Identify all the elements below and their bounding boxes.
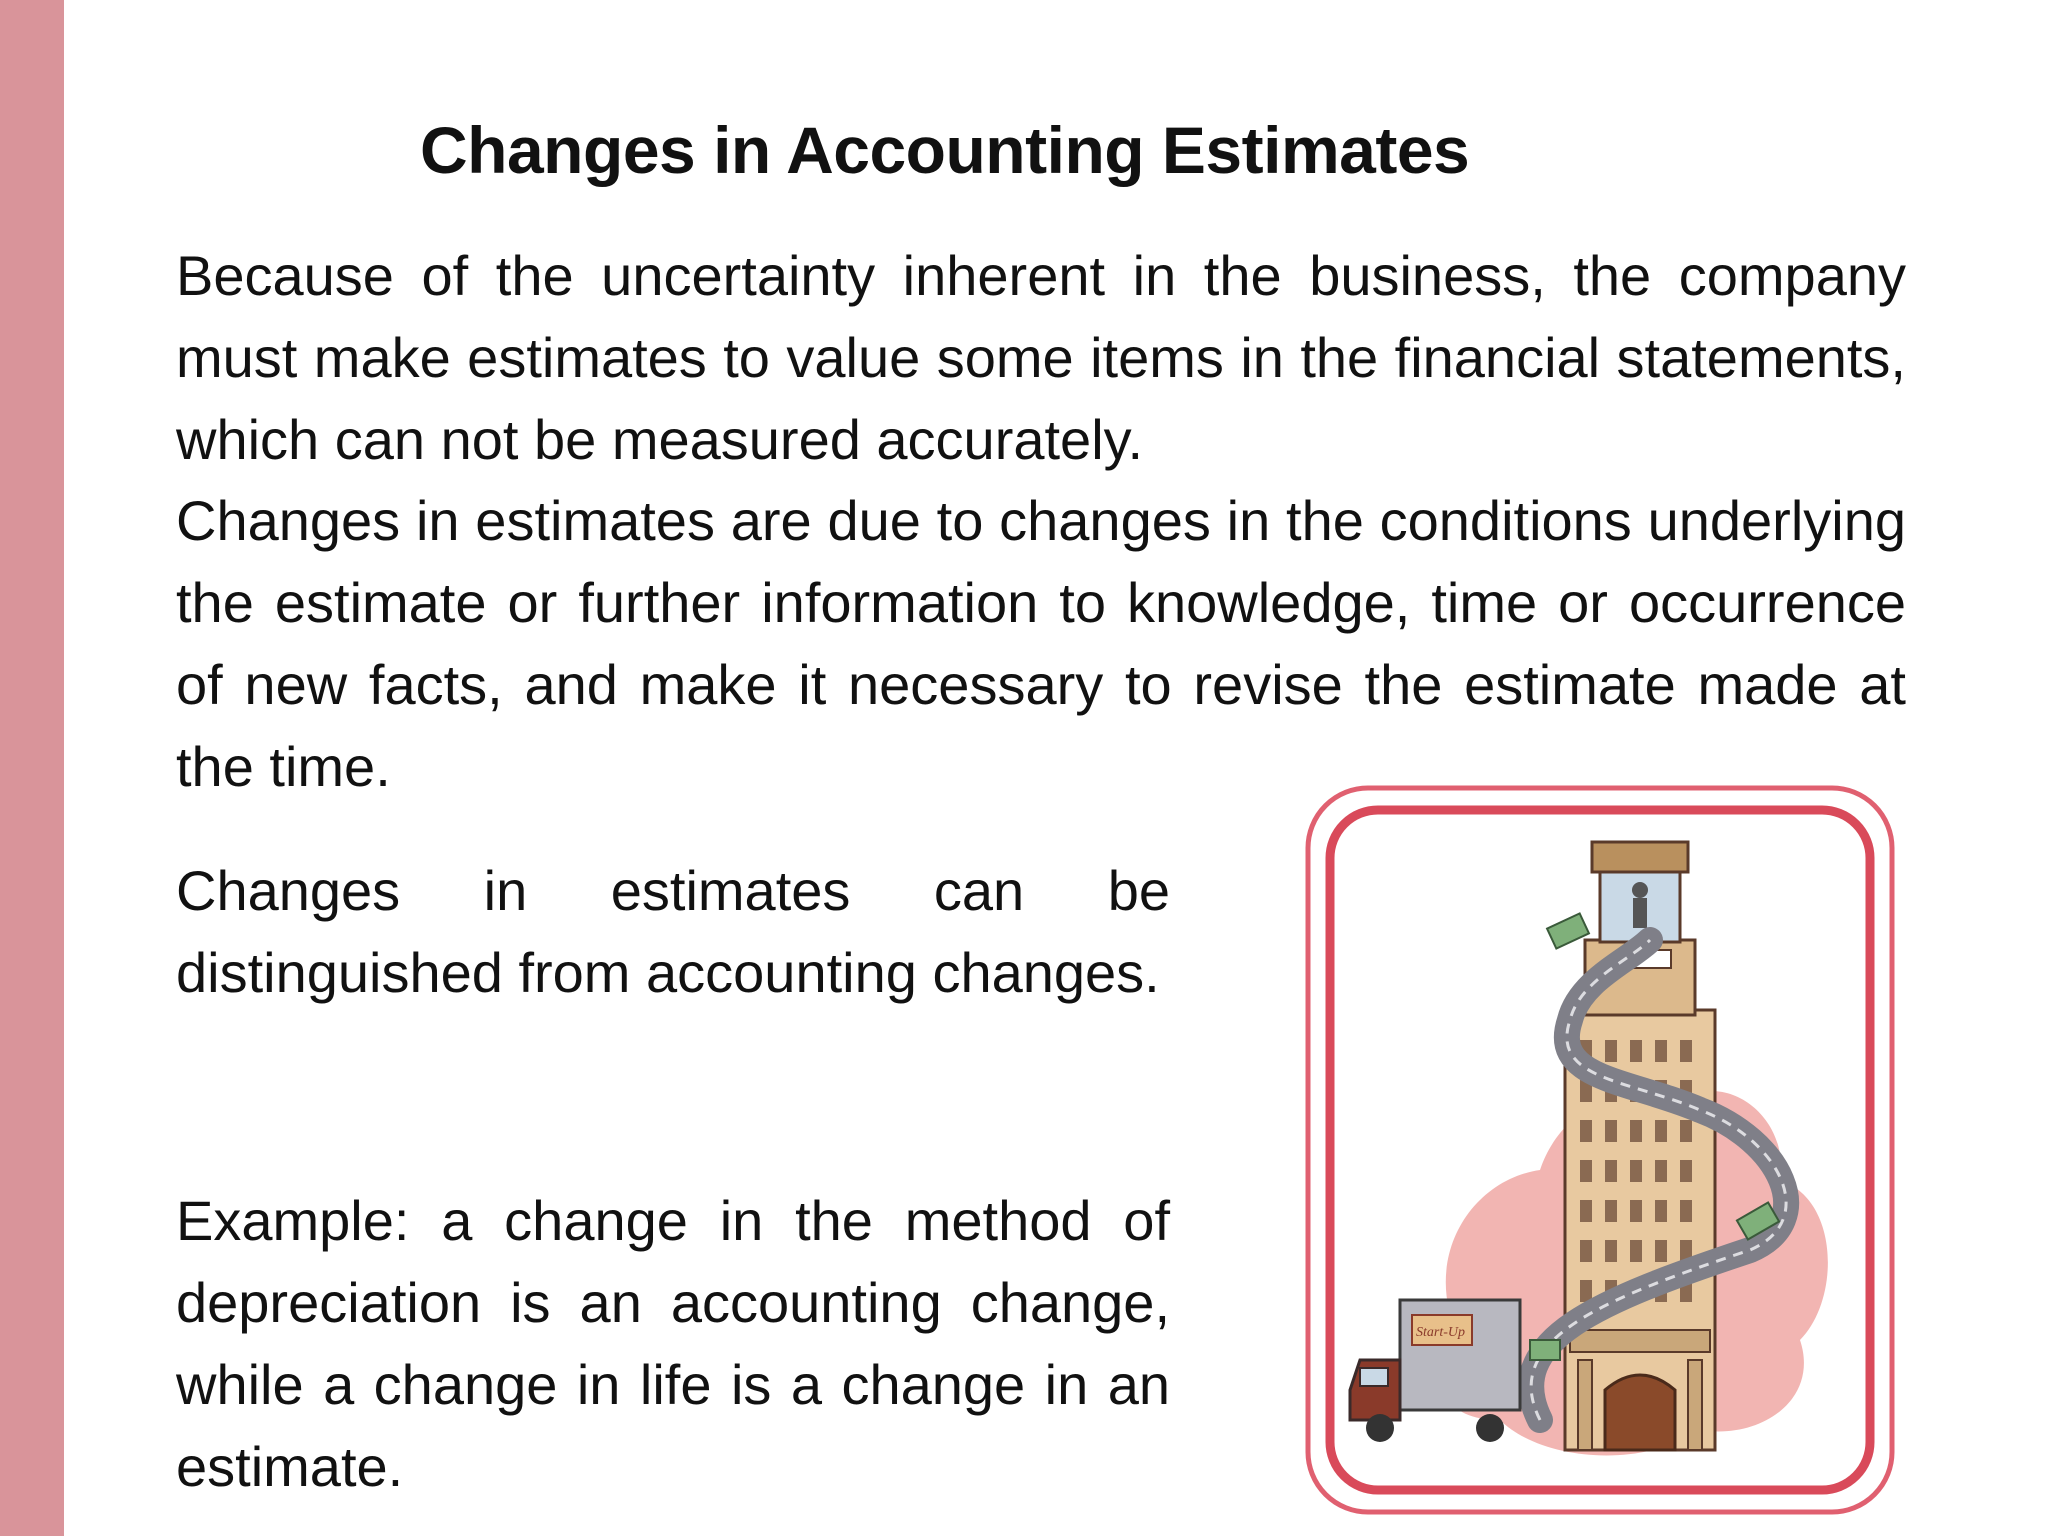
truck-icon	[1350, 1300, 1520, 1442]
money-icon	[1547, 913, 1589, 948]
paragraph-uncertainty: Because of the uncertainty inherent in the business, the company must make estimates to value some items in the financial statements, which can not be measured accurately.	[176, 244, 1906, 471]
business-growth-illustration	[1300, 780, 1900, 1520]
left-accent-bar	[0, 0, 64, 1536]
truck-sign-text: Start-Up	[1416, 1325, 1465, 1340]
paragraph-changes-in-estimates: Changes in estimates are due to changes in the conditions underlying the estimate or further information to knowledge, time or occurrence of new facts, and make it necessary to revise the estimate made at the time.	[176, 489, 1906, 798]
paragraph-example: Example: a change in the method of depreciation is an accounting change, while a change in life is a change in an estimate.	[176, 1189, 1170, 1498]
money-icon	[1530, 1340, 1560, 1360]
paragraph-distinguished: Changes in estimates can be distinguished from accounting changes.	[176, 859, 1170, 1004]
slide-title: Changes in Accounting Estimates	[420, 113, 1470, 187]
